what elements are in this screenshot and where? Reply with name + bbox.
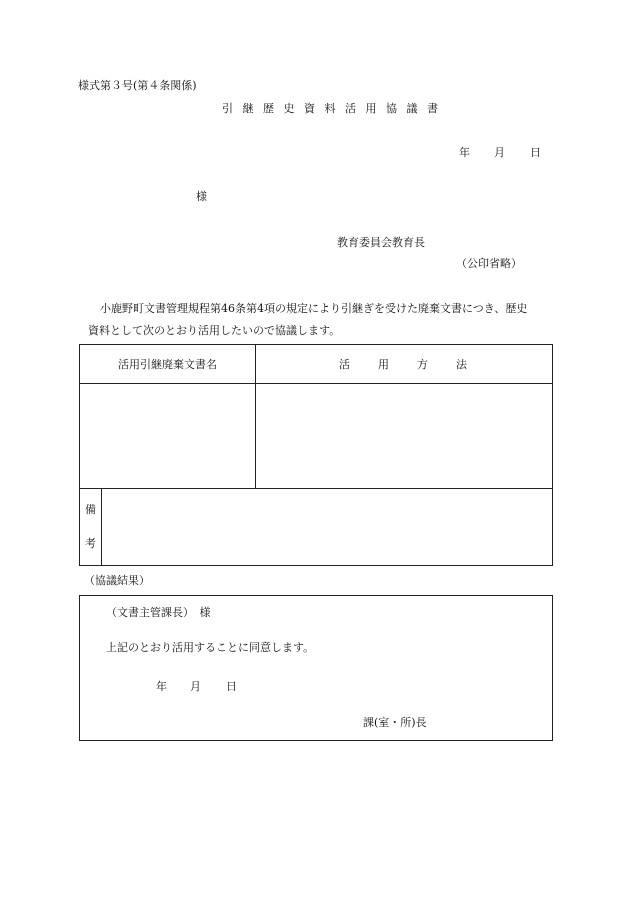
- date-month: 月: [494, 146, 505, 159]
- result-section-label: （協議結果）: [84, 574, 150, 587]
- document-name-cell[interactable]: [80, 384, 256, 489]
- header-document-name: 活用引継廃棄文書名: [80, 345, 256, 384]
- form-number: 様式第３号(第４条関係): [78, 79, 197, 92]
- result-signer: 課(室・所)長: [363, 716, 427, 729]
- result-date-month: 月: [190, 680, 201, 693]
- result-date-day: 日: [226, 680, 237, 693]
- usage-table: [79, 344, 553, 566]
- date-day: 日: [530, 146, 541, 159]
- usage-method-cell[interactable]: [256, 384, 553, 489]
- consent-text: 上記のとおり活用することに同意します。: [106, 641, 315, 654]
- remarks-char-2: 考: [85, 537, 96, 550]
- result-addressee: （文書主管課長） 様: [106, 606, 211, 619]
- remarks-char-1: 備: [85, 503, 96, 516]
- header-usage-method: 活 用 方 法: [256, 345, 553, 384]
- result-box: [79, 595, 553, 741]
- document-title: 引 継 歴 史 資 料 活 用 協 議 書: [222, 102, 441, 115]
- seal-note: （公印省略）: [456, 257, 522, 270]
- body-text-line-2: 資料として次のとおり活用したいので協議します。: [88, 324, 341, 337]
- sender-name: 教育委員会教育長: [337, 236, 425, 249]
- remarks-cell[interactable]: [102, 489, 553, 566]
- result-date-year: 年: [156, 680, 167, 693]
- remarks-label: [80, 489, 102, 566]
- body-text-line-1: 小鹿野町文書管理規程第46条第4項の規定により引継ぎを受けた廃棄文書につき、歴史: [100, 302, 528, 315]
- addressee-honorific: 様: [196, 190, 207, 203]
- date-year: 年: [459, 146, 470, 159]
